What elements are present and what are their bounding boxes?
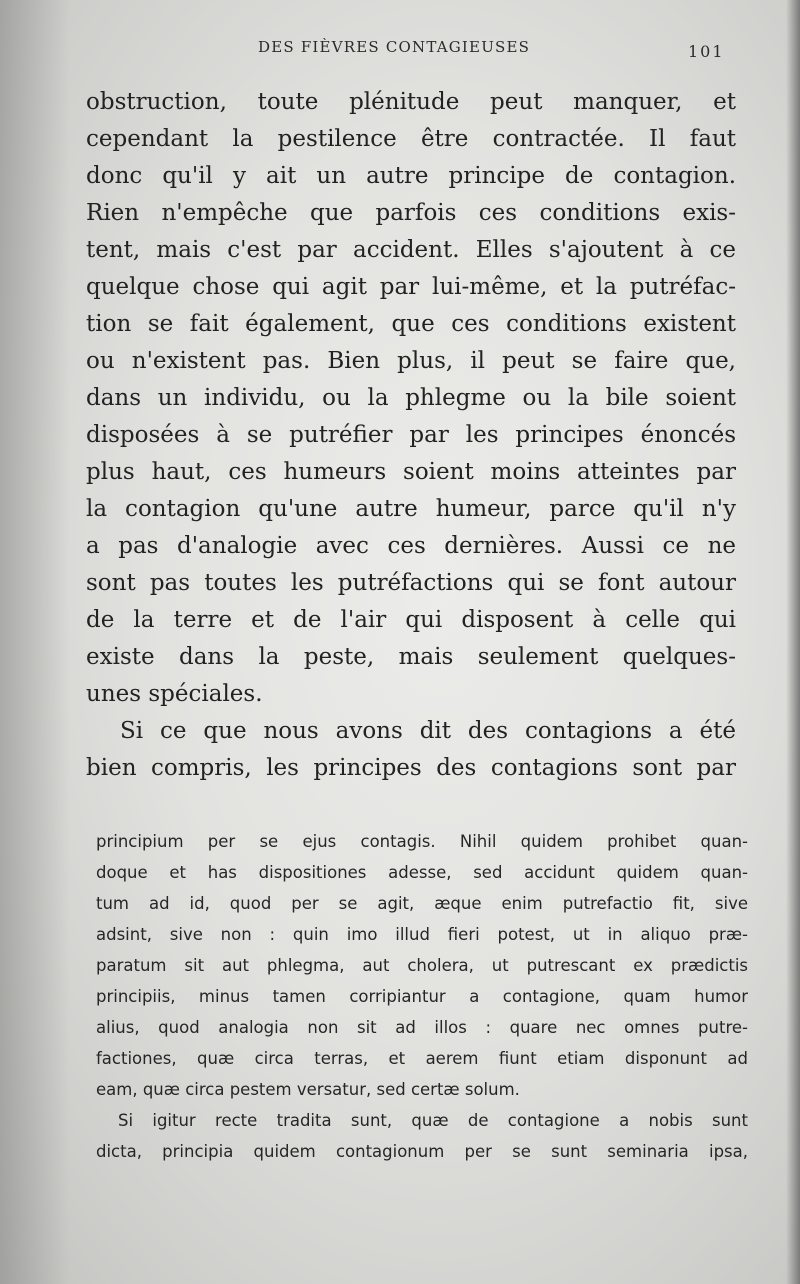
text-line: a pas d'analogie avec ces dernières. Aussi ce ne: [86, 533, 736, 559]
page-edge: [786, 0, 800, 1284]
footnote-line: paratum sit aut phlegma, aut cholera, ut putrescant ex prædictis: [96, 956, 748, 975]
footnote-line: alius, quod analogia non sit ad illos : quare nec omnes putre-: [96, 1018, 748, 1037]
footnote-line: factiones, quæ circa terras, et aerem fiunt etiam disponunt ad: [96, 1049, 748, 1068]
footnote-line: principiis, minus tamen corripiantur a contagione, quam humor: [96, 987, 748, 1006]
text-line: existe dans la peste, mais seulement quelques-: [86, 644, 736, 670]
text-line: plus haut, ces humeurs soient moins atteintes par: [86, 459, 736, 485]
page-header: [0, 36, 800, 68]
text-line: obstruction, toute plénitude peut manquer, et: [86, 89, 736, 115]
text-line: donc qu'il y ait un autre principe de contagion.: [86, 163, 736, 189]
footnote-line: adsint, sive non : quin imo illud fieri potest, ut in aliquo præ-: [96, 925, 748, 944]
text-line: sont pas toutes les putréfactions qui se font autour: [86, 570, 736, 596]
text-line: la contagion qu'une autre humeur, parce qu'il n'y: [86, 496, 736, 522]
footnote-line: eam, quæ circa pestem versatur, sed certæ solum.: [96, 1080, 520, 1099]
footnote-text: [96, 826, 748, 1167]
text-line: dans un individu, ou la phlegme ou la bile soient: [86, 385, 736, 411]
text-line: bien compris, les principes des contagions sont par: [86, 755, 736, 781]
text-line: unes spéciales.: [86, 681, 263, 707]
footnote-line: doque et has dispositiones adesse, sed accidunt quidem quan-: [96, 863, 748, 882]
text-line: quelque chose qui agit par lui-même, et la putréfac-: [86, 274, 736, 300]
text-line: de la terre et de l'air qui disposent à celle qui: [86, 607, 736, 633]
text-line: disposées à se putréfier par les principes énoncés: [86, 422, 736, 448]
text-line: Rien n'empêche que parfois ces conditions exis-: [86, 200, 736, 226]
text-line: Si ce que nous avons dit des contagions a été: [120, 718, 736, 744]
footnote-line: dicta, principia quidem contagionum per se sunt seminaria ipsa,: [96, 1142, 748, 1161]
running-title: DES FIÈVRES CONTAGIEUSES: [258, 38, 531, 56]
page-number: 101: [688, 42, 725, 61]
footnote-line: Si igitur recte tradita sunt, quæ de contagione a nobis sunt: [118, 1111, 748, 1130]
text-line: ou n'existent pas. Bien plus, il peut se faire que,: [86, 348, 736, 374]
footnote-line: tum ad id, quod per se agit, æque enim putrefactio fit, sive: [96, 894, 748, 913]
footnote-line: principium per se ejus contagis. Nihil quidem prohibet quan-: [96, 832, 748, 851]
main-text: [86, 84, 736, 787]
text-line: cependant la pestilence être contractée. Il faut: [86, 126, 736, 152]
spine-shadow: [0, 0, 70, 1284]
text-line: tent, mais c'est par accident. Elles s'ajoutent à ce: [86, 237, 736, 263]
text-line: tion se fait également, que ces conditions existent: [86, 311, 736, 337]
